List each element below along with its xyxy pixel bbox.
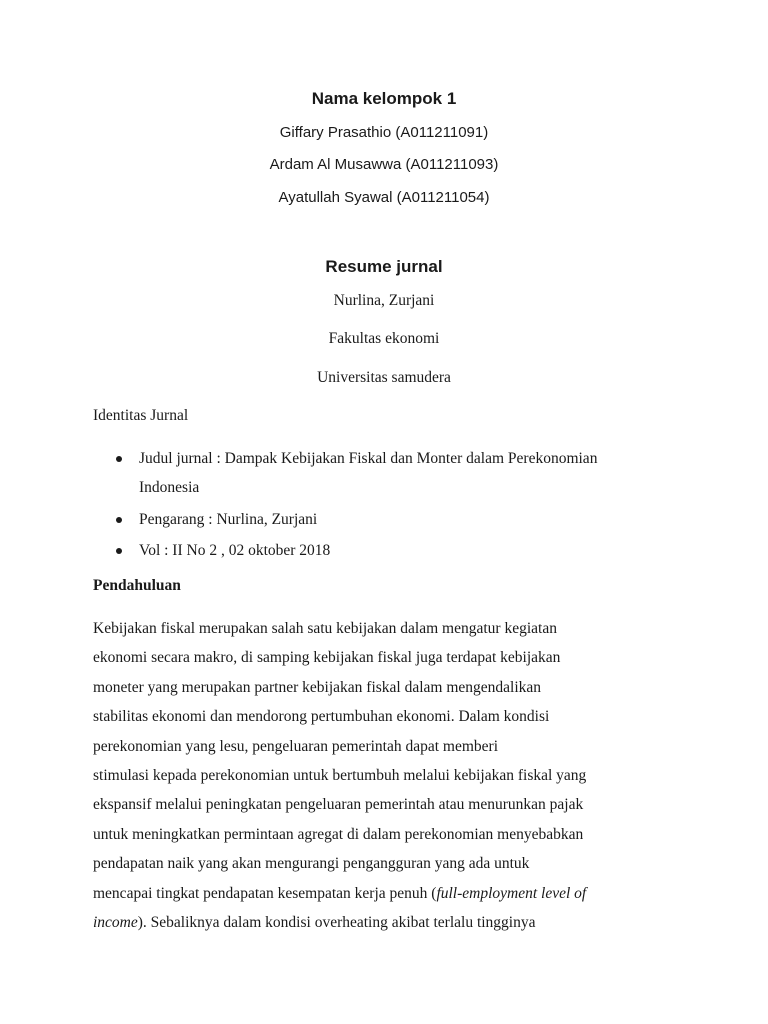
member-3: Ayatullah Syawal (A011211054) [278, 189, 490, 206]
member-2: Ardam Al Musawwa (A011211093) [269, 156, 499, 173]
line10-italic-term: full-employment level of [436, 884, 587, 902]
bullet-icon [116, 517, 122, 523]
introduction-paragraph [93, 614, 683, 937]
journal-title-line1: Judul jurnal : Dampak Kebijakan Fiskal dan Monter dalam Perekonomian [139, 450, 598, 467]
list-item-title [139, 444, 699, 502]
paragraph-line: stimulasi kepada perekonomian untuk bertumbuh melalui kebijakan fiskal yang [93, 766, 587, 784]
identity-label: Identitas Jurnal [93, 407, 189, 424]
paragraph-line-11 [93, 908, 683, 937]
paragraph-line-10 [93, 879, 683, 908]
journal-volume: Vol : II No 2 , 02 oktober 2018 [139, 542, 331, 559]
line11-text: ). Sebaliknya dalam kondisi overheating akibat terlalu tingginya [137, 913, 536, 931]
paragraph-line: moneter yang merupakan partner kebijakan fiskal dalam mengendalikan [93, 678, 542, 696]
resume-faculty: Fakultas ekonomi [328, 330, 440, 347]
group-title: Nama kelompok 1 [311, 89, 457, 108]
resume-university: Universitas samudera [317, 369, 451, 386]
journal-title-line2: Indonesia [139, 479, 200, 496]
paragraph-line: ekspansif melalui peningkatan pengeluaran pemerintah atau menurunkan pajak [93, 796, 584, 814]
paragraph-line: pendapatan naik yang akan mengurangi pengangguran yang ada untuk [93, 855, 530, 873]
resume-authors: Nurlina, Zurjani [333, 292, 435, 309]
member-1: Giffary Prasathio (A011211091) [279, 124, 489, 141]
bullet-icon [116, 548, 122, 554]
journal-author: Pengarang : Nurlina, Zurjani [139, 511, 318, 528]
bullet-icon [116, 456, 122, 462]
resume-title: Resume jurnal [325, 257, 443, 276]
paragraph-line: ekonomi secara makro, di samping kebijakan fiskal juga terdapat kebijakan [93, 649, 561, 667]
paragraph-line: stabilitas ekonomi dan mendorong pertumbuhan ekonomi. Dalam kondisi [93, 708, 550, 726]
list-item-author [139, 505, 699, 534]
line10-text: mencapai tingkat pendapatan kesempatan kerja penuh ( [93, 884, 437, 902]
paragraph-line: perekonomian yang lesu, pengeluaran pemerintah dapat memberi [93, 737, 498, 755]
paragraph-line: untuk meningkatkan permintaan agregat di dalam perekonomian menyebabkan [93, 825, 584, 843]
line11-italic-term: income [93, 913, 138, 931]
list-item-volume [139, 536, 699, 565]
section-title: Pendahuluan [93, 577, 181, 594]
paragraph-line: Kebijakan fiskal merupakan salah satu kebijakan dalam mengatur kegiatan [93, 620, 557, 637]
